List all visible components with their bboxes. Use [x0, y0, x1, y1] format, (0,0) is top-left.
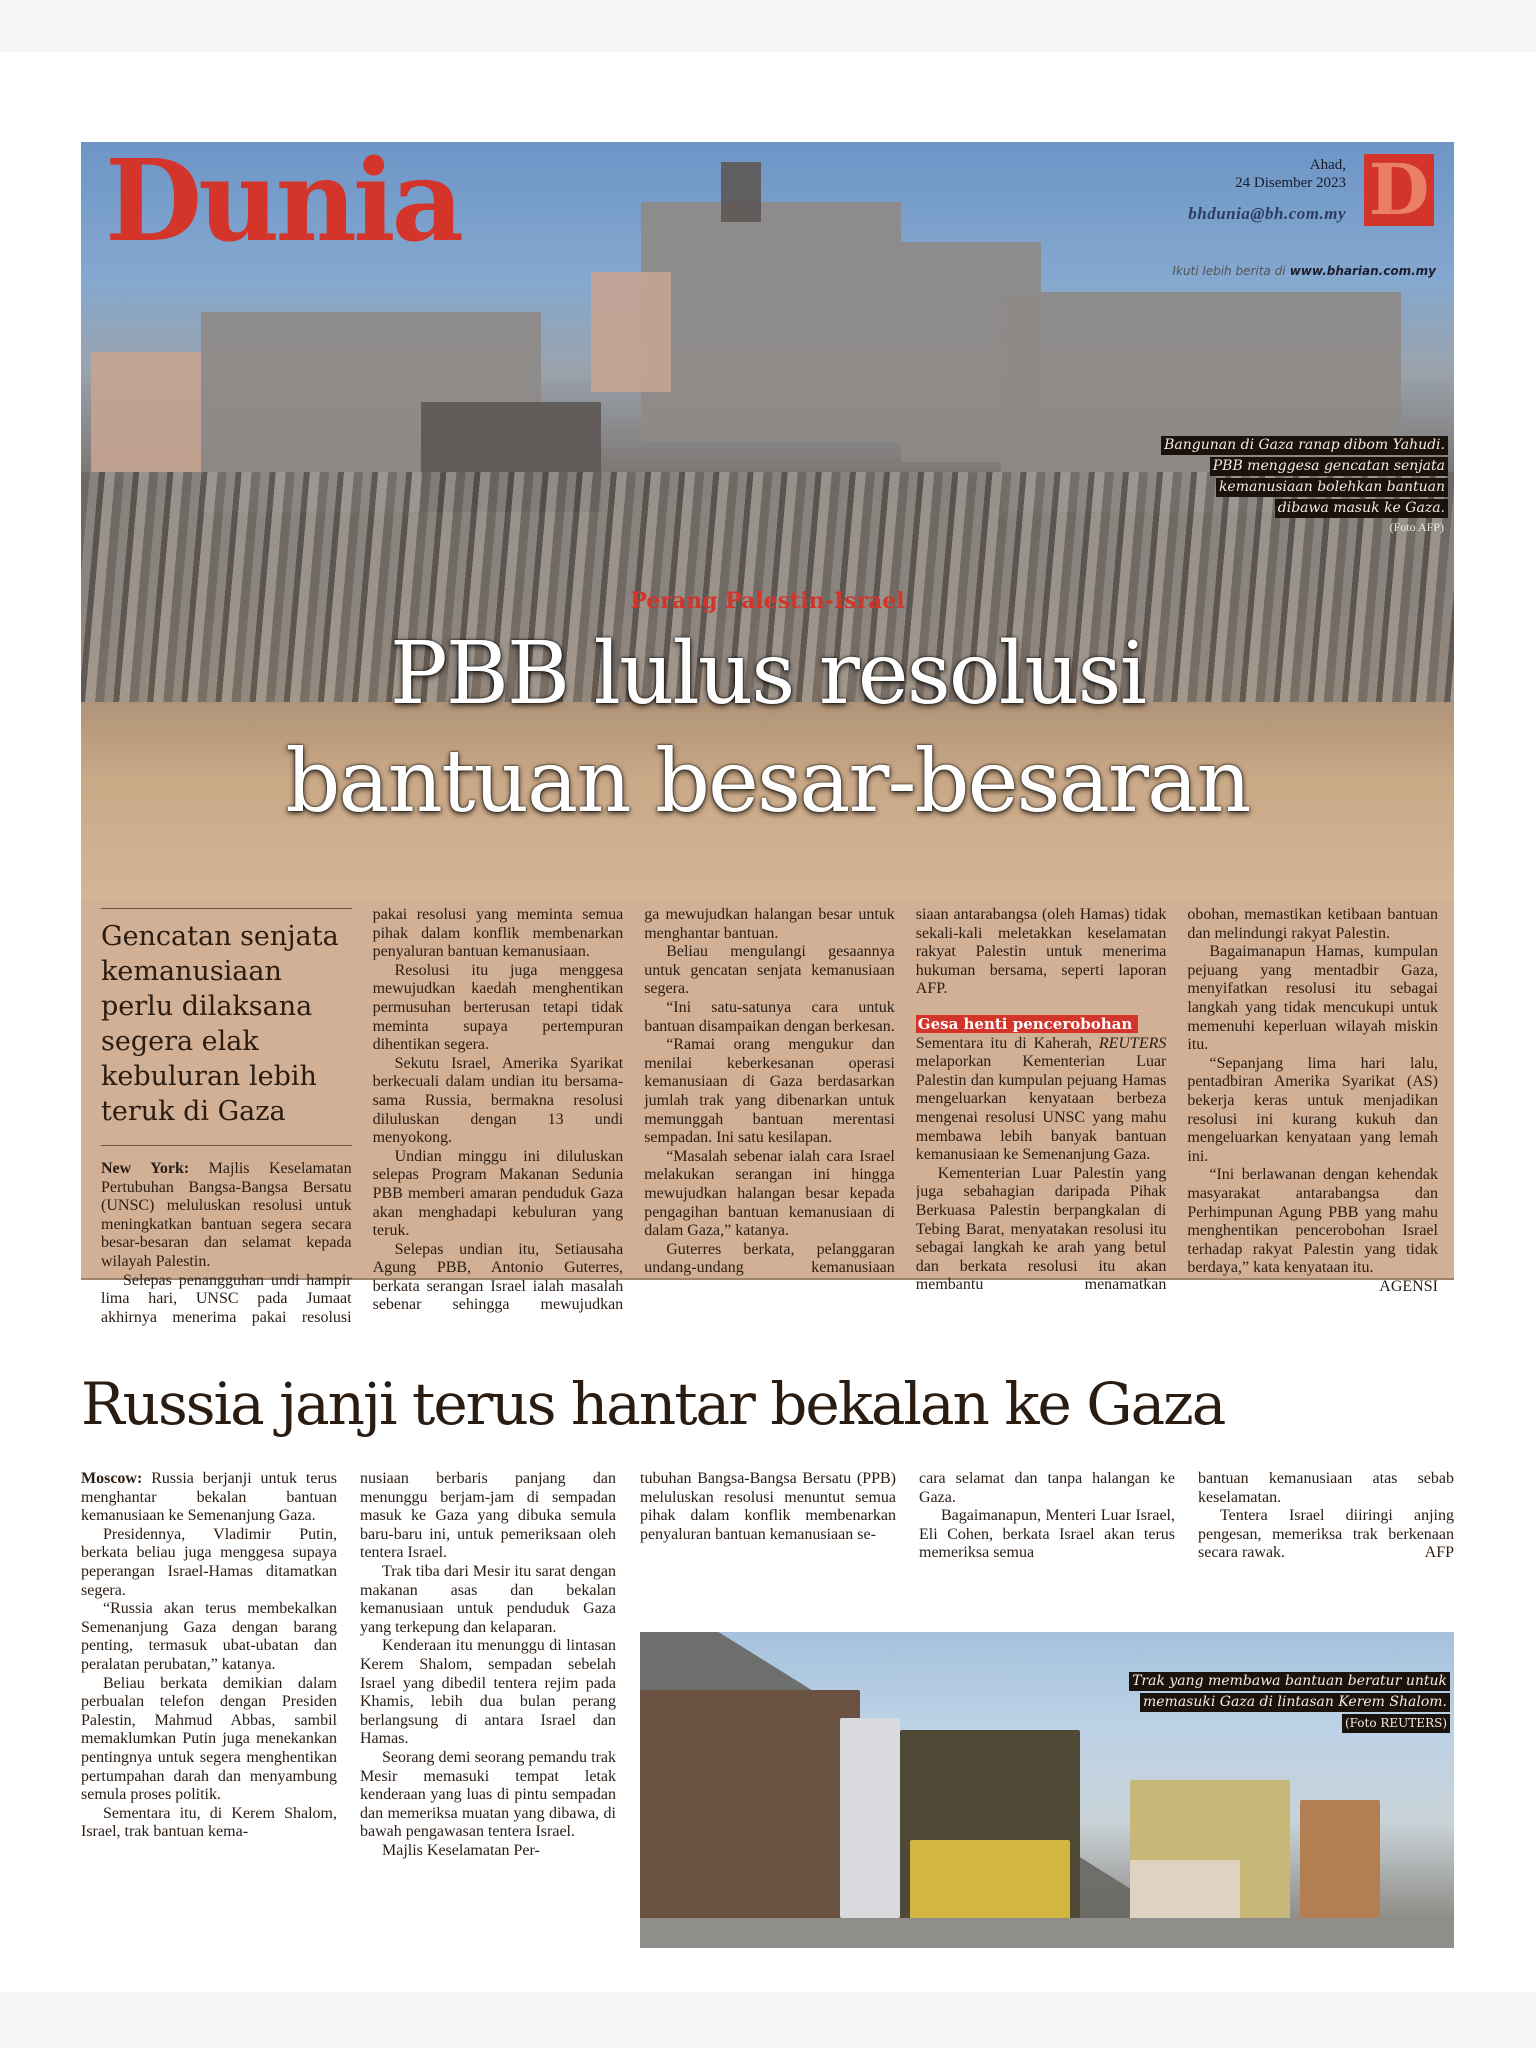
article-paragraph: “Masalah sebenar ialah cara Israel melakukan serangan ini hingga mewujudkan halangan besar kepada pengagihan bantuan kemanusiaan di dalam Gaza,” katanya. — [644, 1147, 895, 1240]
main-headline — [81, 620, 1454, 836]
article-paragraph: “Ini satu-satunya cara untuk bantuan disampaikan dengan berkesan. — [644, 998, 895, 1035]
truck-shape — [1300, 1800, 1380, 1930]
article-column — [81, 1470, 337, 1842]
article-signature: AGENSI — [1379, 1277, 1438, 1295]
section-title: Dunia — [105, 142, 461, 267]
article-paragraph: Beliau mengulangi gesaannya untuk gencatan senjata kemanusiaan segera. — [644, 943, 895, 998]
article-signature: AFP — [1424, 1544, 1454, 1562]
main-story-body — [81, 900, 1454, 1326]
subheading: Gesa henti pencerobohan — [916, 1015, 1139, 1033]
building-shape — [91, 352, 201, 472]
article-paragraph: “Ini berlawanan dengan kehendak masyarakat antarabangsa dan Perhimpunan Agung PBB yang mahu menghentikan pencerobohan Israel terhadap rakyat Palestin yang tidak berdaya,” kata kenyataan itu. — [1187, 1166, 1438, 1277]
caption-line: Bangunan di Gaza ranap dibom Yahudi. — [1161, 436, 1448, 455]
article-paragraph: Undian minggu ini diluluskan selepas Program Makanan Sedunia PBB memberi amaran penduduk Gaza akan menghadapi kebuluran yang teruk. — [372, 1147, 624, 1240]
article-column — [916, 906, 1167, 1328]
article-paragraph: Sementara itu, di Kerem Shalom, Israel, trak bantuan kema- — [81, 1804, 337, 1841]
article-paragraph: “Russia akan terus membekalkan Semenanjung Gaza dengan barang penting, termasuk ubat-ubatan dan peralatan perubatan,” katanya. — [81, 1600, 337, 1673]
website-url[interactable]: www.bharian.com.my — [1289, 264, 1436, 278]
article-paragraph: Majlis Keselamatan Per- — [382, 1841, 540, 1859]
headline-line: PBB lulus resolusi — [389, 624, 1146, 724]
article-column — [1198, 1470, 1454, 1563]
article-paragraph: Guterres berkata, pelanggaran undang-undang kemanusiaan — [644, 1240, 895, 1277]
headline-line: bantuan besar-besaran — [285, 732, 1250, 832]
caption-line: dibawa masuk ke Gaza. — [1275, 499, 1448, 518]
article-column — [644, 906, 895, 1328]
article-paragraph: New York: Majlis Keselamatan Pertubuhan Bangsa-Bangsa Bersatu (UNSC) meluluskan resolusi untuk meningkatkan bantuan segera secara besar-besaran dan selamat kepada wilayah Palestin. — [101, 1160, 352, 1270]
article-paragraph: Seorang demi seorang pemandu trak Mesir memasuki tempat letak kenderaan yang luas di pintu sempadan dan memeriksa muatan yang dibawa, di bawah pengawasan tentera Israel. — [360, 1748, 616, 1841]
article-paragraph: Moscow: Russia berjanji untuk terus menghantar bekalan bantuan kemanusiaan ke Semenanjung Gaza. — [81, 1470, 337, 1525]
truck-cab-shape — [840, 1718, 900, 1918]
trucks-photo — [640, 1632, 1454, 1948]
article-paragraph: Bagaimanapun, Menteri Luar Israel, Eli Cohen, berkata Israel akan terus memeriksa semua — [919, 1507, 1175, 1562]
article-column — [1187, 906, 1438, 1328]
article-paragraph: Selepas undian itu, Setiausaha Agung PBB, Antonio Guterres, berkata serangan Israel ialah masalah sebenar sehingga mewujudkan — [372, 1240, 624, 1314]
article-column — [919, 1470, 1175, 1563]
article-paragraph: Presidennya, Vladimir Putin, berkata beliau juga menggesa supaya peperangan Israel-Hamas ditamatkan segera. — [81, 1525, 337, 1599]
article-paragraph: Sekutu Israel, Amerika Syarikat berkecuali dalam undian itu bersama-sama Russia, bermakna resolusi diluluskan dengan 13 undi menyokong. — [372, 1054, 624, 1147]
article-paragraph: Kementerian Luar Palestin yang juga sebahagian daripada Pihak Berkuasa Palestin berpangkalan di Tebing Barat, menyatakan resolusi itu sebagai langkah ke arah yang betul dan berkata resolusi itu akan membantu menamatkan — [915, 1164, 1167, 1294]
article-paragraph: Beliau berkata demikian dalam perbualan telefon dengan Presiden Palestin, Mahmud Abbas, sambil memaklumkan Putin juga menekankan pentingnya untuk segera menghentikan pertumpahan darah dan menyambung semula proses politik. — [81, 1674, 337, 1804]
article-paragraph: “Sepanjang lima hari lalu, pentadbiran Amerika Syarikat (AS) bekerja keras untuk menjadikan resolusi ini kurang kukuh dan mengeluarkan kenyataan yang lemah ini. — [1187, 1054, 1438, 1165]
section-email[interactable]: bhdunia@bh.com.my — [1188, 204, 1346, 223]
article-paragraph: Trak tiba dari Mesir itu sarat dengan makanan asas dan bekalan kemanusiaan untuk penduduk Gaza yang terkepung dan kelaparan. — [360, 1562, 616, 1636]
story-kicker: Perang Palestin-Israel — [630, 588, 905, 614]
article-paragraph: ga mewujudkan halangan besar untuk menghantar bantuan. — [644, 906, 895, 942]
article-paragraph: bantuan kemanusiaan atas sebab keselamatan. — [1198, 1470, 1454, 1506]
issue-day: Ahad, — [1309, 157, 1346, 173]
article-paragraph: tubuhan Bangsa-Bangsa Bersatu (PPB) meluluskan resolusi menuntut semua pihak dalam konflik membenarkan penyaluran bantuan kemanusiaan se- — [640, 1470, 896, 1543]
article-paragraph: obohan, memastikan ketibaan bantuan dan melindungi rakyat Palestin. — [1187, 906, 1438, 942]
article-column — [360, 1470, 616, 1860]
dateline: New York: — [101, 1160, 190, 1177]
caption-line: memasuki Gaza di lintasan Kerem Shalom. — [1140, 1693, 1450, 1712]
article-paragraph: Selepas penangguhan undi hampir lima hari, UNSC pada Jumaat akhirnya menerima pakai resolusi — [101, 1271, 352, 1326]
photo-caption — [1161, 434, 1448, 535]
article-paragraph: cara selamat dan tanpa halangan ke Gaza. — [919, 1470, 1175, 1506]
road-shape — [640, 1918, 1454, 1948]
article-column — [101, 906, 352, 1328]
hero-photo-gaza-ruins — [81, 142, 1454, 900]
building-shape — [591, 272, 671, 392]
truck-shape — [640, 1690, 860, 1930]
water-tank-shape — [721, 162, 761, 222]
newspaper-page — [0, 52, 1536, 1992]
article-paragraph: siaan antarabangsa (oleh Hamas) tidak sekali-kali meletakkan keselamatan rakyat Palestin untuk menerima hukuman bersama, seperti laporan AFP. — [915, 906, 1167, 998]
article-paragraph: Bagaimanapun Hamas, kumpulan pejuang yang mentadbir Gaza, menyifatkan resolusi itu sebagai langkah yang tidak mencukupi untuk memenuhi keperluan wilayah miskin itu. — [1187, 943, 1438, 1054]
story-deck: Gencatan senjata kemanusiaan perlu dilaksana segera elak kebuluran lebih teruk di Gaza — [101, 908, 352, 1146]
issue-date-text: 24 Disember 2023 — [1235, 175, 1346, 191]
article-column — [640, 1470, 896, 1544]
article-paragraph: Tentera Israel diiringi anjing pengesan, memeriksa trak berkenaan secara rawak. AFP — [1198, 1507, 1454, 1562]
photo-caption — [1129, 1670, 1450, 1733]
issue-date — [1235, 156, 1346, 192]
section-logo-d-icon: D — [1364, 154, 1434, 226]
truck-panel-shape — [910, 1840, 1070, 1930]
dateline: Moscow: — [81, 1470, 143, 1487]
caption-line: PBB menggesa gencatan senjata — [1210, 457, 1448, 476]
article-paragraph: pakai resolusi yang meminta semua pihak dalam konflik membenarkan penyaluran bantuan kemanusiaan. — [372, 906, 624, 961]
website-prefix: Ikuti lebih berita di — [1172, 264, 1286, 278]
article-paragraph: Sementara itu di Kaherah, REUTERS melaporkan Kementerian Luar Palestin dan kumpulan pejuang Hamas mengeluarkan kenyataan berbeza mengenai resolusi UNSC yang mahu membawa lebih banyak bantuan kemanusiaan ke Semenanjung Gaza. — [915, 1034, 1167, 1164]
article-paragraph: nusiaan berbaris panjang dan menunggu berjam-jam di sempadan masuk ke Gaza yang dibuka semula baru-baru ini, untuk pemeriksaan oleh tentera Israel. — [360, 1470, 616, 1562]
website-link[interactable] — [1172, 264, 1436, 278]
caption-line: kemanusiaan bolehkan bantuan — [1216, 478, 1448, 497]
photo-credit: (Foto AFP) — [1389, 520, 1444, 534]
article-paragraph: “Ramai orang mengukur dan menilai keberkesanan operasi kemanusiaan di Gaza berdasarkan jumlah trak yang dibenarkan untuk memunggah bantuan merentasi sempadan. Ini satu kesilapan. — [644, 1036, 895, 1147]
article-paragraph: Kenderaan itu menunggu di lintasan Kerem Shalom, sempadan sebelah Israel yang dibedil tentera rejim pada Khamis, lebih dua bulan perang berlangsung di antara Israel dan Hamas. — [360, 1637, 616, 1748]
article-column — [373, 906, 624, 1328]
second-story-headline: Russia janji terus hantar bekalan ke Gaza — [81, 1370, 1225, 1438]
building-shape — [641, 202, 901, 442]
article-paragraph: Resolusi itu juga menggesa mewujudkan kaedah menghentikan permusuhan berterusan tetapi tidak meminta supaya pertempuran dihentikan segera. — [372, 961, 624, 1054]
photo-credit: (Foto REUTERS) — [1342, 1714, 1450, 1733]
second-story-body — [81, 1470, 1454, 1950]
caption-line: Trak yang membawa bantuan beratur untuk — [1129, 1672, 1450, 1691]
